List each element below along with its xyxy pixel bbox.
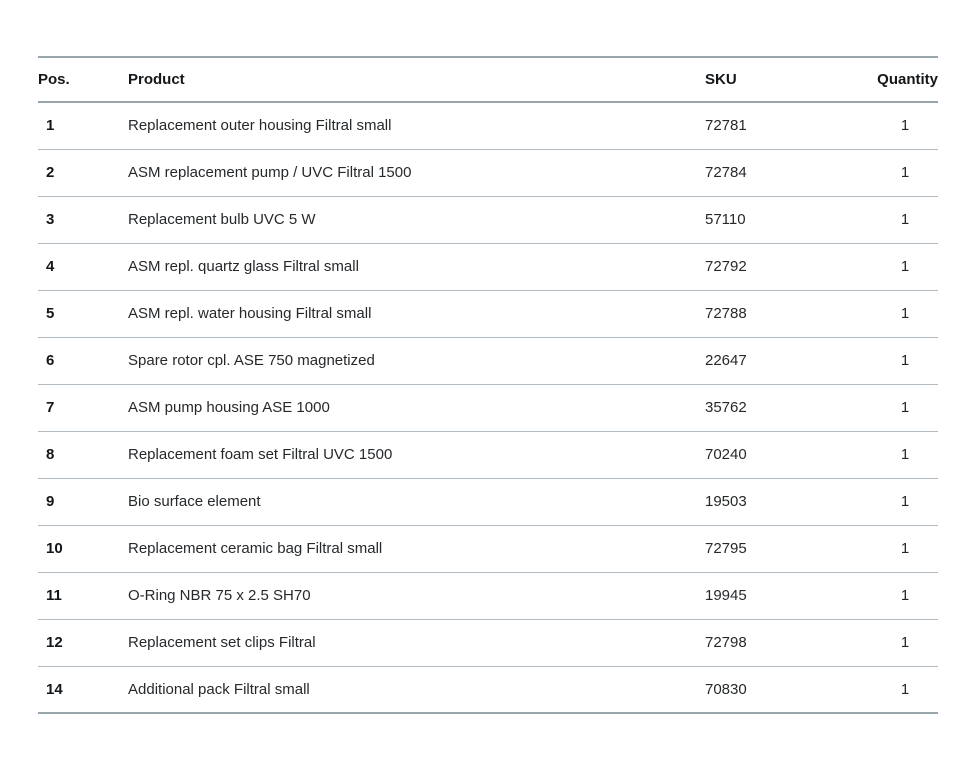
sku-cell: 19945 — [705, 572, 872, 619]
quantity-cell: 1 — [872, 337, 938, 384]
quantity-cell: 1 — [872, 619, 938, 666]
table-row — [38, 572, 938, 619]
table-row — [38, 525, 938, 572]
sku-cell: 72792 — [705, 243, 872, 290]
sku-cell: 72788 — [705, 290, 872, 337]
table-row — [38, 619, 938, 666]
product-cell: O-Ring NBR 75 x 2.5 SH70 — [128, 572, 705, 619]
quantity-cell: 1 — [872, 149, 938, 196]
table-header — [38, 57, 938, 102]
quantity-cell: 1 — [872, 572, 938, 619]
sku-cell: 57110 — [705, 196, 872, 243]
table-row — [38, 149, 938, 196]
quantity-cell: 1 — [872, 102, 938, 149]
pos-cell: 6 — [38, 337, 128, 384]
table-row — [38, 384, 938, 431]
product-cell: Replacement bulb UVC 5 W — [128, 196, 705, 243]
table-row — [38, 337, 938, 384]
product-cell: Bio surface element — [128, 478, 705, 525]
table-row — [38, 666, 938, 713]
spare-parts-table — [38, 56, 938, 714]
product-cell: ASM repl. water housing Filtral small — [128, 290, 705, 337]
pos-cell: 3 — [38, 196, 128, 243]
product-cell: Replacement outer housing Filtral small — [128, 102, 705, 149]
pos-cell: 11 — [38, 572, 128, 619]
sku-cell: 19503 — [705, 478, 872, 525]
pos-cell: 10 — [38, 525, 128, 572]
product-cell: Replacement foam set Filtral UVC 1500 — [128, 431, 705, 478]
product-cell: Replacement set clips Filtral — [128, 619, 705, 666]
product-cell: ASM replacement pump / UVC Filtral 1500 — [128, 149, 705, 196]
product-cell: Additional pack Filtral small — [128, 666, 705, 713]
sku-cell: 72798 — [705, 619, 872, 666]
pos-cell: 2 — [38, 149, 128, 196]
quantity-cell: 1 — [872, 290, 938, 337]
pos-cell: 9 — [38, 478, 128, 525]
sku-cell: 72781 — [705, 102, 872, 149]
column-header-product: Product — [128, 57, 705, 102]
table-header-row — [38, 57, 938, 102]
sku-cell: 70240 — [705, 431, 872, 478]
pos-cell: 12 — [38, 619, 128, 666]
column-header-pos: Pos. — [38, 57, 128, 102]
pos-cell: 8 — [38, 431, 128, 478]
table-row — [38, 243, 938, 290]
quantity-cell: 1 — [872, 525, 938, 572]
quantity-cell: 1 — [872, 478, 938, 525]
product-cell: ASM pump housing ASE 1000 — [128, 384, 705, 431]
spare-parts-table-container — [38, 56, 938, 714]
quantity-cell: 1 — [872, 196, 938, 243]
table-row — [38, 431, 938, 478]
column-header-quantity: Quantity — [872, 57, 938, 102]
sku-cell: 22647 — [705, 337, 872, 384]
table-row — [38, 196, 938, 243]
table-body — [38, 102, 938, 713]
table-row — [38, 102, 938, 149]
pos-cell: 7 — [38, 384, 128, 431]
table-row — [38, 478, 938, 525]
column-header-sku: SKU — [705, 57, 872, 102]
product-cell: Spare rotor cpl. ASE 750 magnetized — [128, 337, 705, 384]
sku-cell: 35762 — [705, 384, 872, 431]
sku-cell: 72784 — [705, 149, 872, 196]
pos-cell: 4 — [38, 243, 128, 290]
quantity-cell: 1 — [872, 431, 938, 478]
product-cell: Replacement ceramic bag Filtral small — [128, 525, 705, 572]
pos-cell: 14 — [38, 666, 128, 713]
quantity-cell: 1 — [872, 243, 938, 290]
pos-cell: 5 — [38, 290, 128, 337]
quantity-cell: 1 — [872, 384, 938, 431]
sku-cell: 70830 — [705, 666, 872, 713]
table-row — [38, 290, 938, 337]
product-cell: ASM repl. quartz glass Filtral small — [128, 243, 705, 290]
pos-cell: 1 — [38, 102, 128, 149]
quantity-cell: 1 — [872, 666, 938, 713]
sku-cell: 72795 — [705, 525, 872, 572]
